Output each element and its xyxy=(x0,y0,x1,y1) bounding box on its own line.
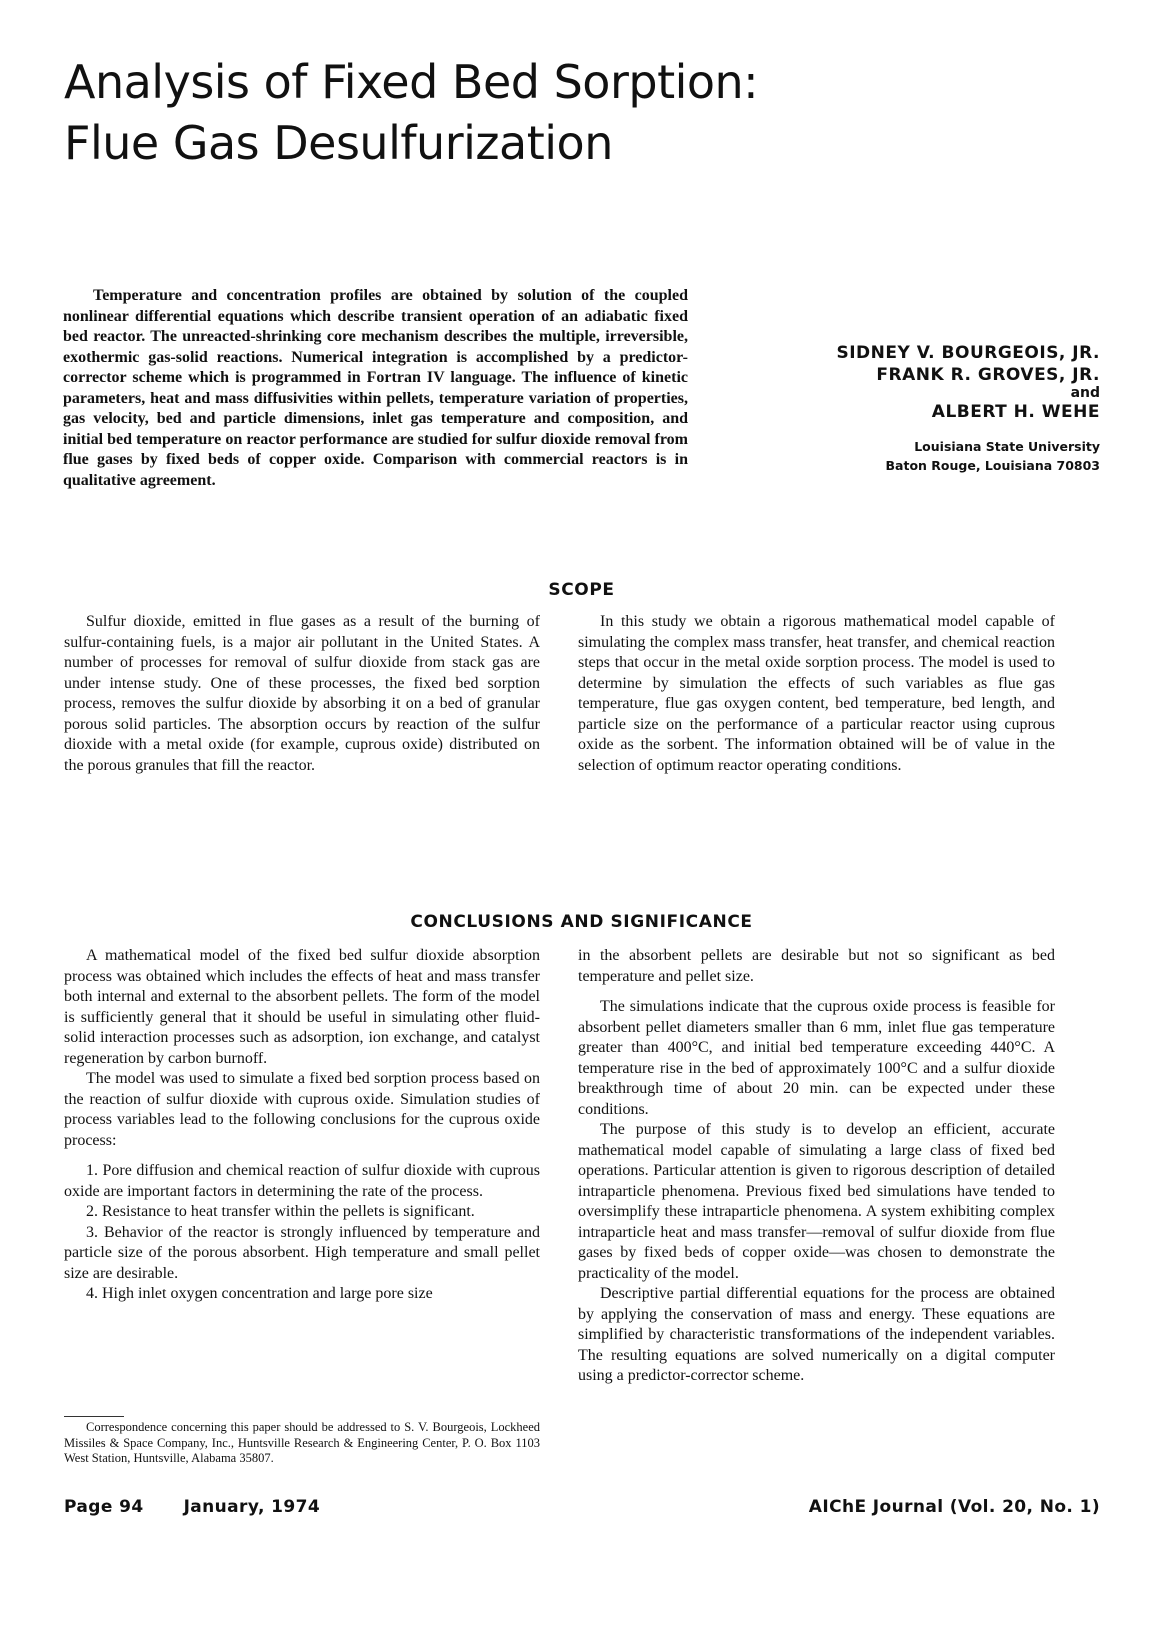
affiliation: Louisiana State University xyxy=(914,439,1100,454)
affiliation-address: Baton Rouge, Louisiana 70803 xyxy=(885,458,1100,473)
scope-left-column xyxy=(64,612,540,776)
journal-citation: AIChE Journal (Vol. 20, No. 1) xyxy=(808,1497,1100,1517)
list-item: 3. Behavior of the reactor is strongly influenced by temperature and particle size of the porous absorbent. High temperature and small pellet size are desirable. xyxy=(64,1223,540,1282)
list-item: 2. Resistance to heat transfer within the pellets is significant. xyxy=(86,1203,475,1220)
author-name: ALBERT H. WEHE xyxy=(931,402,1100,422)
conclusions-heading: CONCLUSIONS AND SIGNIFICANCE xyxy=(410,912,753,932)
conclusions-right-column xyxy=(578,946,1055,1387)
scope-paragraph: Sulfur dioxide, emitted in flue gases as a result of the burning of sulfur-containing fuels, is a major air pollutant in the United States. A number of processes for removal of sulfur dioxide from stack gas are under intense study. One of these processes, the fixed bed sorption process, removes the sulfur dioxide by absorbing it on a bed of granular porous solid particles. The absorption occurs by reaction of the sulfur dioxide with a metal oxide (for example, cuprous oxide) distributed on the porous granules that fill the reactor. xyxy=(64,613,540,774)
footer-left xyxy=(64,1497,320,1517)
title-line-2: Flue Gas Desulfurization xyxy=(64,116,613,170)
correspondence-footnote: Correspondence concerning this paper should be addressed to S. V. Bourgeois, Lockheed Missiles & Space Company, Inc., Huntsville Research & Engineering Center, P. O. Box 1103 West Station, Huntsville, Alabama 35807. xyxy=(64,1420,540,1465)
conclusions-left-column xyxy=(64,946,540,1305)
scope-right-column xyxy=(578,612,1055,776)
conclusions-list xyxy=(64,1161,540,1305)
conclusions-paragraph: The model was used to simulate a fixed bed sorption process based on the reaction of sulfur dioxide with cuprous oxide. Simulation studies of process variables lead to the following conclusions for the cuprous oxide process: xyxy=(64,1070,540,1149)
author-conjunction: and xyxy=(1070,385,1100,401)
issue-date: January, 1974 xyxy=(183,1497,321,1517)
conclusions-paragraph: The purpose of this study is to develop an efficient, accurate mathematical model capable of simulating a large class of fixed bed operations. Particular attention is given to rigorous description of detailed intraparticle phenomena. Previous fixed bed simulations have tended to oversimplify these intraparticle phenomena. A system exhibiting complex intraparticle heat and mass transfer—removal of sulfur dioxide from flue gases by fixed beds of copper oxide—was chosen to demonstrate the practicality of the model. xyxy=(578,1121,1055,1282)
conclusions-paragraph: A mathematical model of the fixed bed sulfur dioxide absorption process was obtained which includes the effects of heat and mass transfer both internal and external to the absorbent pellets. The form of the model is sufficiently general that it should be useful in simulating other fluid-solid interaction processes such as adsorption, ion exchange, and catalyst regeneration by carbon burnoff. xyxy=(64,947,540,1067)
author-block xyxy=(740,342,1100,475)
conclusions-paragraph: Descriptive partial differential equations for the process are obtained by applying the conservation of mass and energy. These equations are simplified by characteristic transformations of the independent variables. The resulting equations are solved numerically on a digital computer using a predictor-corrector scheme. xyxy=(578,1285,1055,1384)
list-item: 4. High inlet oxygen concentration and large pore size xyxy=(86,1285,433,1302)
conclusions-paragraph: in the absorbent pellets are desirable but not so significant as bed temperature and pellet size. xyxy=(578,947,1055,985)
author-name: SIDNEY V. BOURGEOIS, JR. xyxy=(836,343,1100,363)
article-title xyxy=(64,52,1114,174)
abstract: Temperature and concentration profiles are obtained by solution of the coupled nonlinear differential equations which describe transient operation of an adiabatic fixed bed reactor. The unreacted-shrinking core mechanism describes the multiple, irreversible, exothermic gas-solid reactions. Numerical integration is accomplished by a predictor-corrector scheme which is programmed in Fortran IV language. The influence of kinetic parameters, heat and mass diffusivities within pellets, temperature variation of properties, gas velocity, bed and particle dimensions, inlet gas temperature and composition, and initial bed temperature on reactor performance are studied for sulfur dioxide removal from flue gases by fixed beds of copper oxide. Comparison with commercial reactors is in qualitative agreement. xyxy=(63,287,688,489)
conclusions-paragraph: The simulations indicate that the cuprous oxide process is feasible for absorbent pellet diameters smaller than 6 mm, inlet flue gas temperature greater than 400°C, and initial bed temperature exceeding 440°C. A temperature rise in the bed of approximately 100°C and a sulfur dioxide breakthrough time of about 20 min. can be expected under these conditions. xyxy=(578,998,1055,1118)
author-name: FRANK R. GROVES, JR. xyxy=(876,365,1100,385)
page-number: Page 94 xyxy=(64,1497,144,1517)
scope-paragraph: In this study we obtain a rigorous mathematical model capable of simulating the complex mass transfer, heat transfer, and chemical reaction steps that occur in the metal oxide sorption process. The model is used to determine by simulation the effects of such variables as flue gas temperature, flue gas oxygen content, bed temperature, bed length, and particle size on the performance of a particular reactor using cuprous oxide as the sorbent. The information obtained will be of value in the selection of optimum reactor operating conditions. xyxy=(578,613,1055,774)
scope-heading: SCOPE xyxy=(548,580,615,600)
footnote-divider xyxy=(64,1416,124,1417)
title-line-1: Analysis of Fixed Bed Sorption: xyxy=(64,55,759,109)
list-item: 1. Pore diffusion and chemical reaction of sulfur dioxide with cuprous oxide are important factors in determining the rate of the process. xyxy=(64,1162,540,1200)
